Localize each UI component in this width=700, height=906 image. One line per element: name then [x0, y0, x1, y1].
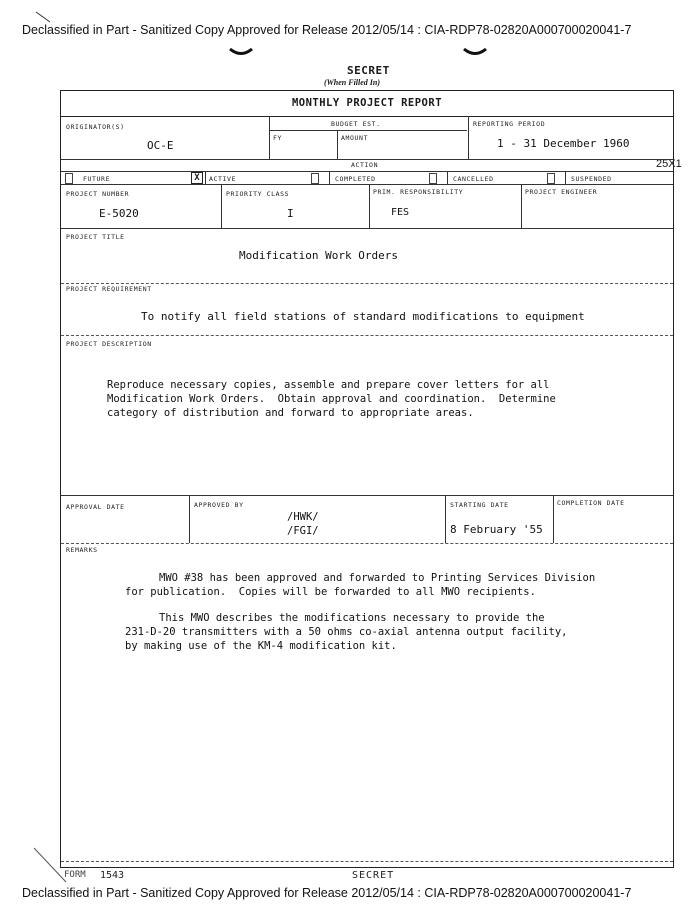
prim-responsibility-label: PRIM. RESPONSIBILITY — [373, 188, 464, 196]
punch-hole-left-icon — [228, 46, 254, 58]
project-description-label: PROJECT DESCRIPTION — [66, 340, 152, 348]
project-title-label: PROJECT TITLE — [66, 233, 125, 241]
budget-label: BUDGET EST. — [331, 120, 381, 128]
declassification-banner-bottom: Declassified in Part - Sanitized Copy Approved for Release 2012/05/14 : CIA-RDP78-02820A000700020041-7 — [22, 886, 632, 900]
remarks-para2-line-1: This MWO describes the modifications necessary to provide the — [159, 612, 545, 624]
priority-class-value: I — [287, 207, 294, 220]
action-active: ACTIVE — [209, 175, 237, 183]
approved-by-line-2: /FGI/ — [287, 525, 319, 537]
action-cancelled: CANCELLED — [453, 175, 494, 183]
amount-label: AMOUNT — [341, 134, 369, 142]
project-requirement-value: To notify all field stations of standard modifications to equipment — [141, 310, 585, 323]
form-number: 1543 — [100, 870, 125, 881]
description-line-1: Reproduce necessary copies, assemble and prepare cover letters for all — [107, 379, 550, 391]
remarks-label: REMARKS — [66, 546, 98, 554]
declassification-banner-top: Declassified in Part - Sanitized Copy Approved for Release 2012/05/14 : CIA-RDP78-02820A000700020041-7 — [22, 23, 632, 37]
approval-date-label: APPROVAL DATE — [66, 503, 125, 511]
reporting-period-label: REPORTING PERIOD — [473, 120, 546, 128]
description-line-3: category of distribution and forward to appropriate areas. — [107, 407, 474, 419]
form-prefix: FORM — [64, 870, 86, 880]
starting-date-value: 8 February '55 — [450, 523, 543, 536]
remarks-para1-line-2: for publication. Copies will be forwarded to all MWO recipients. — [125, 586, 536, 598]
action-future: FUTURE — [83, 175, 111, 183]
punch-hole-right-icon — [462, 46, 488, 58]
project-number-value: E-5020 — [99, 207, 139, 220]
priority-class-label: PRIORITY CLASS — [226, 190, 290, 198]
action-completed: COMPLETED — [335, 175, 376, 183]
reporting-period-value: 1 - 31 December 1960 — [497, 137, 630, 150]
project-engineer-label: PROJECT ENGINEER — [525, 188, 598, 196]
description-line-2: Modification Work Orders. Obtain approval and coordination. Determine — [107, 393, 556, 405]
approved-by-label: APPROVED BY — [194, 501, 244, 509]
fy-label: FY — [273, 134, 283, 142]
project-requirement-label: PROJECT REQUIREMENT — [66, 285, 152, 293]
monthly-project-report-form — [60, 90, 674, 868]
originator-value: OC-E — [147, 139, 174, 152]
classification-subtitle: (When Filled In) — [324, 78, 381, 87]
completion-date-label: COMPLETION DATE — [557, 499, 625, 507]
originator-label: ORIGINATOR(S) — [66, 123, 125, 131]
approved-by-line-1: /HWK/ — [287, 511, 319, 523]
starting-date-label: STARTING DATE — [450, 501, 509, 509]
remarks-para2-line-2: 231-D-20 transmitters with a 50 ohms co-axial antenna output facility, — [125, 626, 568, 638]
project-number-label: PROJECT NUMBER — [66, 190, 130, 198]
remarks-para1-line-1: MWO #38 has been approved and forwarded to Printing Services Division — [159, 572, 596, 584]
scan-mark-icon — [34, 10, 54, 24]
corner-fold-icon — [30, 846, 70, 886]
project-title-value: Modification Work Orders — [239, 249, 398, 262]
side-code: 25X1 — [656, 158, 682, 170]
classification-top: SECRET — [347, 64, 390, 77]
action-label: ACTION — [351, 161, 379, 169]
form-title: MONTHLY PROJECT REPORT — [291, 97, 443, 109]
classification-bottom: SECRET — [352, 870, 395, 881]
action-suspended: SUSPENDED — [571, 175, 612, 183]
prim-responsibility-value: FES — [391, 207, 410, 218]
active-checkbox[interactable]: X — [191, 172, 203, 184]
remarks-para2-line-3: by making use of the KM-4 modification kit. — [125, 640, 397, 652]
